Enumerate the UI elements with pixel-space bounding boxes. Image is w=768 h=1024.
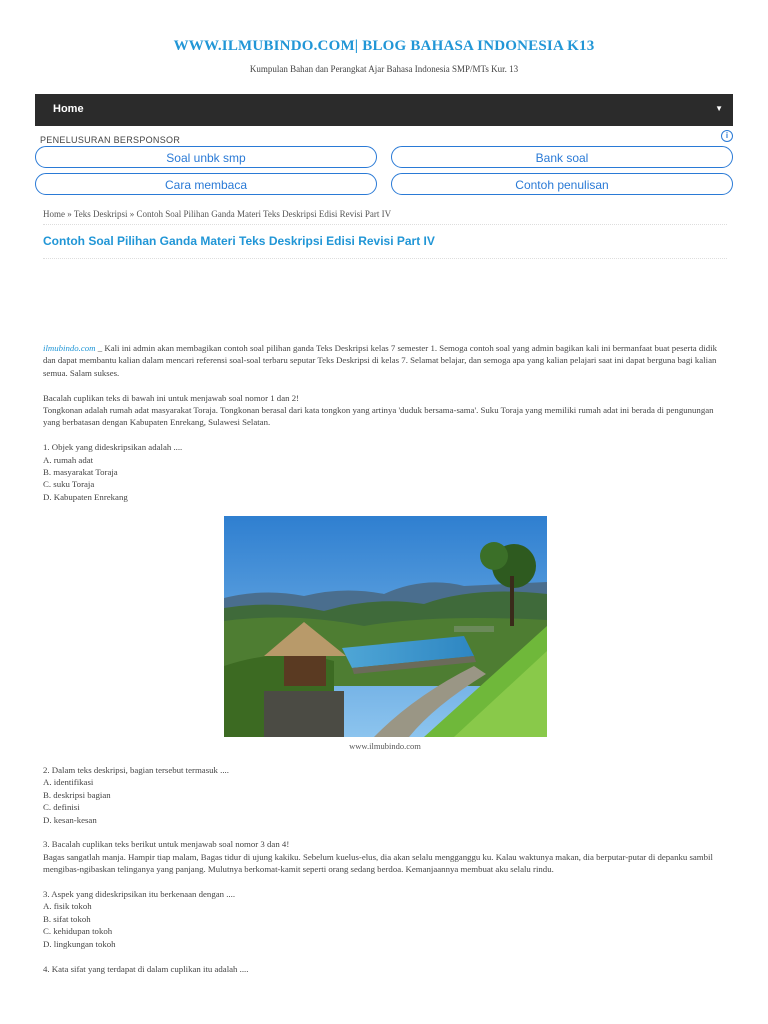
sponsored-link-soal-unbk-smp[interactable]: Soal unbk smp [35, 146, 377, 168]
post-figure [43, 516, 727, 752]
question-3: 3. Aspek yang dideskripsikan itu berkenaan dengan .... A. fisik tokoh B. sifat tokoh C. kehidupan tokoh D. lingkungan tokoh [43, 889, 236, 949]
passage-1: Bacalah cuplikan teks di bawah ini untuk menjawab soal nomor 1 dan 2! Tongkonan adalah rumah adat masyarakat Toraja. Tongkonan berasal dari kata tongkon yang artinya 'duduk bersama-sama'. Suku Toraja yang memiliki rumah adat ini berada di pengunungan yang berbatasan dengan Kabupaten Enrekang, Sulawesi Selatan. [43, 392, 714, 428]
sponsored-link-bank-soal[interactable]: Bank soal [391, 146, 733, 168]
site-title[interactable]: WWW.ILMUBINDO.COM| BLOG BAHASA INDONESIA K13 [173, 38, 595, 54]
nav-home-link[interactable]: Home [53, 103, 84, 115]
divider [43, 258, 727, 259]
question-4: 4. Kata sifat yang terdapat di dalam cuplikan itu adalah .... [43, 963, 249, 974]
question-2: 2. Dalam teks deskripsi, bagian tersebut termasuk .... A. identifikasi B. deskripsi bagian C. definisi D. kesan-kesan [43, 765, 229, 825]
question-1: 1. Objek yang dideskripsikan adalah .... A. rumah adat B. masyarakat Toraja C. suku Toraja D. Kabupaten Enrekang [43, 442, 183, 502]
main-navbar [35, 94, 733, 126]
site-header [0, 0, 768, 94]
image-caption: www.ilmubindo.com [349, 740, 421, 751]
post-title[interactable]: Contoh Soal Pilihan Ganda Materi Teks Deskripsi Edisi Revisi Part IV [43, 234, 435, 248]
sponsored-link-cara-membaca[interactable]: Cara membaca [35, 173, 377, 195]
divider [43, 224, 727, 225]
breadcrumb-separator: » [127, 209, 137, 219]
sponsored-search-bar [40, 130, 733, 145]
post-content [43, 342, 727, 987]
breadcrumb [43, 209, 391, 219]
breadcrumb-separator: » [65, 209, 74, 219]
resort-pool-landscape-image [224, 516, 547, 737]
sponsored-link-contoh-penulisan[interactable]: Contoh penulisan [391, 173, 733, 195]
passage-2: 3. Bacalah cuplikan teks berikut untuk menjawab soal nomor 3 dan 4! Bagas sangatlah manja. Hampir tiap malam, Bagas tidur di ujung kakiku. Sebelum kuelus-elus, dia akan selalu mengganggu ku. Kalau waktunya makan, dia berputar-putar di depanku sambil mengibas-ngibaskan telinganya yang panjang. Mulutnya berkomat-kamit seperti orang sedang berdoa. Kemanjaannya membuat aku selalu rindu. [43, 839, 713, 875]
site-link[interactable]: ilmubindo.com [43, 343, 96, 353]
menu-dropdown-icon[interactable]: ▼ [715, 104, 723, 113]
intro-paragraph: ilmubindo.com _ Kali ini admin akan membagikan contoh soal pilihan ganda Teks Deskripsi kelas 7 semester 1. Semoga contoh soal yang admin bagikan kali ini bermanfaat buat peserta didik dan dapat membantu kalian dalam mencari referensi soal-soal terbaru seputar Teks Deskripsi di kelas 7. Selamat belajar, dan semoga apa yang kalian pelajari saat ini dapat berguna bagi kalian semua. Salam sukses. [43, 343, 717, 378]
sponsored-label: PENELUSURAN BERSPONSOR [40, 135, 181, 145]
breadcrumb-current: Contoh Soal Pilihan Ganda Materi Teks Deskripsi Edisi Revisi Part IV [136, 209, 392, 219]
site-description: Kumpulan Bahan dan Perangkat Ajar Bahasa Indonesia SMP/MTs Kur. 13 [249, 64, 519, 74]
info-icon[interactable]: i [721, 130, 733, 142]
breadcrumb-home[interactable]: Home [43, 209, 65, 219]
breadcrumb-category[interactable]: Teks Deskripsi [73, 209, 128, 219]
